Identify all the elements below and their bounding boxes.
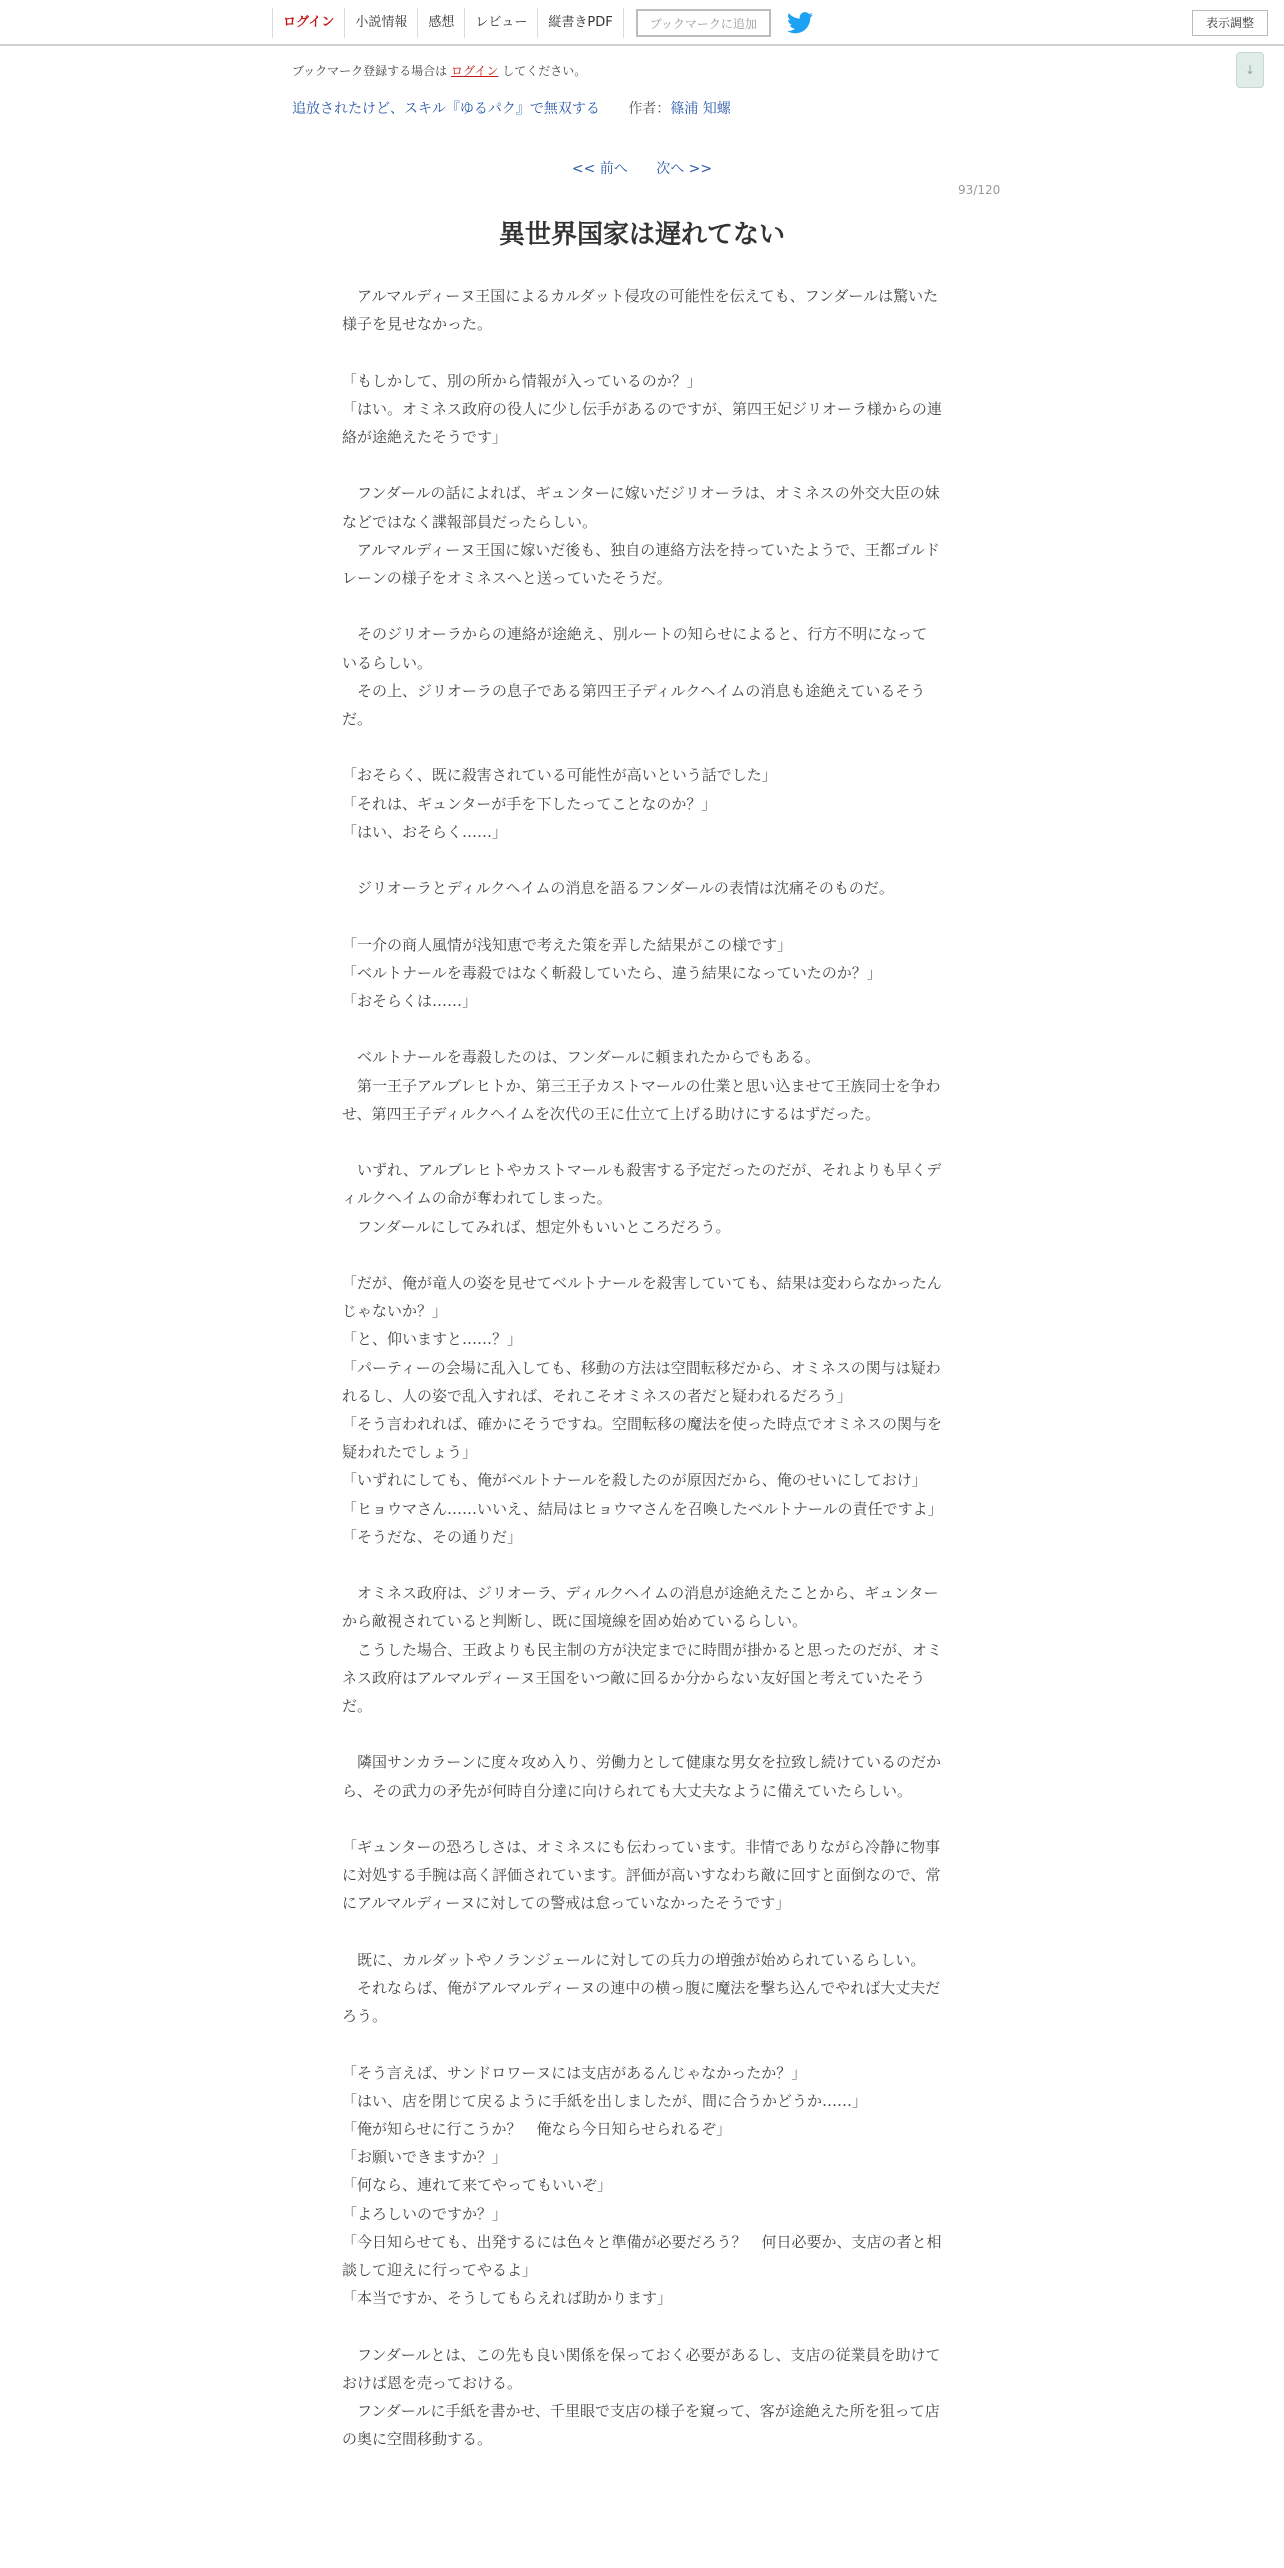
body-paragraph: それならば、俺がアルマルディーヌの連中の横っ腹に魔法を撃ち込んでやれば大丈夫だろう。 <box>342 1978 941 2026</box>
body-paragraph: 「ヒョウマさん……いいえ、結局はヒョウマさんを召喚したベルトナールの責任ですよ」 <box>342 1499 943 1518</box>
novel-body <box>342 282 942 2453</box>
body-paragraph: 「それは、ギュンターが手を下したってことなのか？」 <box>342 794 717 813</box>
body-paragraph: その上、ジリオーラの息子である第四王子ディルクヘイムの消息も途絶えているそうだ。 <box>342 681 926 728</box>
bookmark-note-suffix: してください。 <box>502 64 587 78</box>
body-paragraph: フンダールの話によれば、ギュンターに嫁いだジリオーラは、オミネスの外交大臣の妹などではなく諜報部員だったらしい。 <box>342 484 940 531</box>
body-paragraph: 「そう言われれば、確かにそうですね。空間転移の魔法を使った時点でオミネスの関与を疑われたでしょう」 <box>342 1414 943 1462</box>
body-paragraph: 「おそらく、既に殺害されている可能性が高いという話でした」 <box>342 766 777 785</box>
nav-novel-info-link[interactable]: 小説情報 <box>344 8 417 38</box>
add-bookmark-button[interactable]: ブックマークに追加 <box>636 9 771 37</box>
bookmark-note-prefix: ブックマーク登録する場合は <box>292 64 448 78</box>
scroll-down-button[interactable]: ↓ <box>1236 52 1264 88</box>
body-paragraph <box>342 1805 942 1833</box>
body-paragraph: いずれ、アルブレヒトやカストマールも殺害する予定だったのだが、それよりも早くディルクヘイムの命が奪われてしまった。 <box>342 1161 942 1208</box>
series-title-link[interactable]: 追放されたけど、スキル『ゆるパク』で無双する <box>292 101 600 117</box>
body-paragraph: フンダールに手紙を書かせ、千里眼で支店の様子を窺って、客が途絶えた所を狙って店の奥に空間移動する。 <box>342 2402 940 2449</box>
twitter-icon[interactable] <box>787 12 813 34</box>
bookmark-note-login-link[interactable]: ログイン <box>451 64 499 78</box>
body-paragraph <box>342 1918 942 1946</box>
body-paragraph <box>342 2030 942 2058</box>
body-paragraph: 「ギュンターの恐ろしさは、オミネスにも伝わっています。非情でありながら冷静に物事に対処する手腕は高く評価されています。評価が高いすなわち敵に回すと面倒なので、常にアルマルディーヌに対しての警戒は怠っていなかったそうです」 <box>342 1837 941 1913</box>
body-paragraph: 「はい。オミネス政府の役人に少し伝手があるのですが、第四王妃ジリオーラ様からの連絡が途絶えたそうです」 <box>342 399 942 446</box>
body-paragraph <box>342 1720 942 1748</box>
main-nav <box>272 0 813 46</box>
nav-login-link[interactable]: ログイン <box>272 8 344 38</box>
nav-review-link[interactable]: レビュー <box>464 8 537 38</box>
display-settings-button[interactable]: 表示調整 <box>1192 10 1268 36</box>
body-paragraph: 「はい、おそらく……」 <box>342 822 508 841</box>
body-paragraph <box>342 1551 942 1579</box>
body-paragraph <box>342 451 942 479</box>
body-paragraph <box>342 338 942 366</box>
top-navigation-bar <box>0 0 1284 46</box>
body-paragraph: 「だが、俺が竜人の姿を見せてベルトナールを殺害していても、結果は変わらなかったんじゃないか？」 <box>342 1273 942 1321</box>
body-paragraph: 「おそらくは……」 <box>342 991 478 1010</box>
nav-vertical-pdf-link[interactable]: 縦書きPDF <box>537 8 623 38</box>
body-paragraph <box>342 902 942 930</box>
body-paragraph <box>342 846 942 874</box>
body-paragraph: 「もしかして、別の所から情報が入っているのか？」 <box>342 371 702 390</box>
body-paragraph: 「何なら、連れて来てやってもいいぞ」 <box>342 2176 613 2195</box>
body-paragraph: 「いずれにしても、俺がベルトナールを殺したのが原因だから、俺のせいにしておけ」 <box>342 1471 927 1490</box>
next-chapter-link[interactable]: 次へ >> <box>656 161 713 177</box>
body-paragraph: アルマルディーヌ王国によるカルダット侵攻の可能性を伝えても、フンダールは驚いた様子を見せなかった。 <box>342 287 939 334</box>
body-paragraph: オミネス政府は、ジリオーラ、ディルクヘイムの消息が途絶えたことから、ギュンターから敵視されていると判断し、既に国境線を固め始めているらしい。 <box>342 1584 939 1631</box>
body-paragraph: 「そう言えば、サンドロワーヌには支店があるんじゃなかったか？」 <box>342 2063 807 2082</box>
body-paragraph: 「はい、店を閉じて戻るように手紙を出しましたが、間に合うかどうか……」 <box>342 2091 868 2110</box>
chapter-pager <box>0 158 1284 178</box>
body-paragraph: 「お願いできますか？」 <box>342 2148 508 2167</box>
body-paragraph: そのジリオーラからの連絡が途絶え、別ルートの知らせによると、行方不明になっているらしい。 <box>342 625 928 672</box>
body-paragraph: 「俺が知らせに行こうか？ 俺なら今日知らせられるぞ」 <box>342 2119 732 2138</box>
body-paragraph <box>342 592 942 620</box>
body-paragraph: 「今日知らせても、出発するには色々と準備が必要だろう？ 何日必要か、支店の者と相談して迎えに行ってやるよ」 <box>342 2232 942 2279</box>
body-paragraph: 「と、仰いますと……？」 <box>342 1330 523 1349</box>
author-label: 作者： <box>628 101 671 117</box>
body-paragraph: 「ベルトナールを毒殺ではなく斬殺していたら、違う結果になっていたのか？」 <box>342 963 882 982</box>
series-info <box>292 98 731 118</box>
body-paragraph <box>342 1241 942 1269</box>
body-paragraph: ベルトナールを毒殺したのは、フンダールに頼まれたからでもある。 <box>342 1048 821 1067</box>
chapter-number: 93/120 <box>958 183 1001 197</box>
body-paragraph <box>342 2312 942 2340</box>
body-paragraph: フンダールとは、この先も良い関係を保っておく必要があるし、支店の従業員を助けておけば恩を売っておける。 <box>342 2345 941 2392</box>
body-paragraph: 第一王子アルブレヒトか、第三王子カストマールの仕業と思い込ませて王族同士を争わせ、第四王子ディルクヘイムを次代の王に仕立て上げる助けにするはずだった。 <box>342 1076 941 1123</box>
body-paragraph: ジリオーラとディルクヘイムの消息を語るフンダールの表情は沈痛そのものだ。 <box>342 879 894 898</box>
body-paragraph: 既に、カルダットやノランジェールに対しての兵力の増強が始められているらしい。 <box>342 1950 926 1969</box>
body-paragraph: こうした場合、王政よりも民主制の方が決定までに時間が掛かると思ったのだが、オミネス政府はアルマルディーヌ王国をいつ敵に回るか分からない友好国と考えていたそうだ。 <box>342 1640 943 1715</box>
body-paragraph: 「そうだな、その通りだ」 <box>342 1527 523 1546</box>
body-paragraph: 隣国サンカラーンに度々攻め入り、労働力として健康な男女を拉致し続けているのだから、その武力の矛先が何時自分達に向けられても大丈夫なように備えていたらしい。 <box>342 1753 941 1800</box>
body-paragraph: フンダールにしてみれば、想定外もいいところだろう。 <box>342 1217 731 1236</box>
prev-chapter-link[interactable]: << 前へ <box>571 161 628 177</box>
body-paragraph: 「よろしいのですか？」 <box>342 2204 508 2223</box>
body-paragraph: 「一介の商人風情が浅知恵で考えた策を弄した結果がこの様です」 <box>342 935 793 954</box>
body-paragraph <box>342 1128 942 1156</box>
body-paragraph: 「パーティーの会場に乱入しても、移動の方法は空間転移だから、オミネスの関与は疑われるし、人の姿で乱入すれば、それこそオミネスの者だと疑われるだろう」 <box>342 1358 941 1405</box>
body-paragraph: 「本当ですか、そうしてもらえれば助かります」 <box>342 2289 673 2308</box>
bookmark-login-note <box>292 62 586 79</box>
chapter-title: 異世界国家は遅れてない <box>498 220 785 250</box>
author-link[interactable]: 篠浦 知螺 <box>670 101 731 117</box>
body-paragraph <box>342 733 942 761</box>
body-paragraph: アルマルディーヌ王国に嫁いだ後も、独自の連絡方法を持っていたようで、王都ゴルドレーンの様子をオミネスへと送っていたそうだ。 <box>342 540 940 587</box>
nav-impressions-link[interactable]: 感想 <box>417 8 464 38</box>
body-paragraph <box>342 1015 942 1043</box>
